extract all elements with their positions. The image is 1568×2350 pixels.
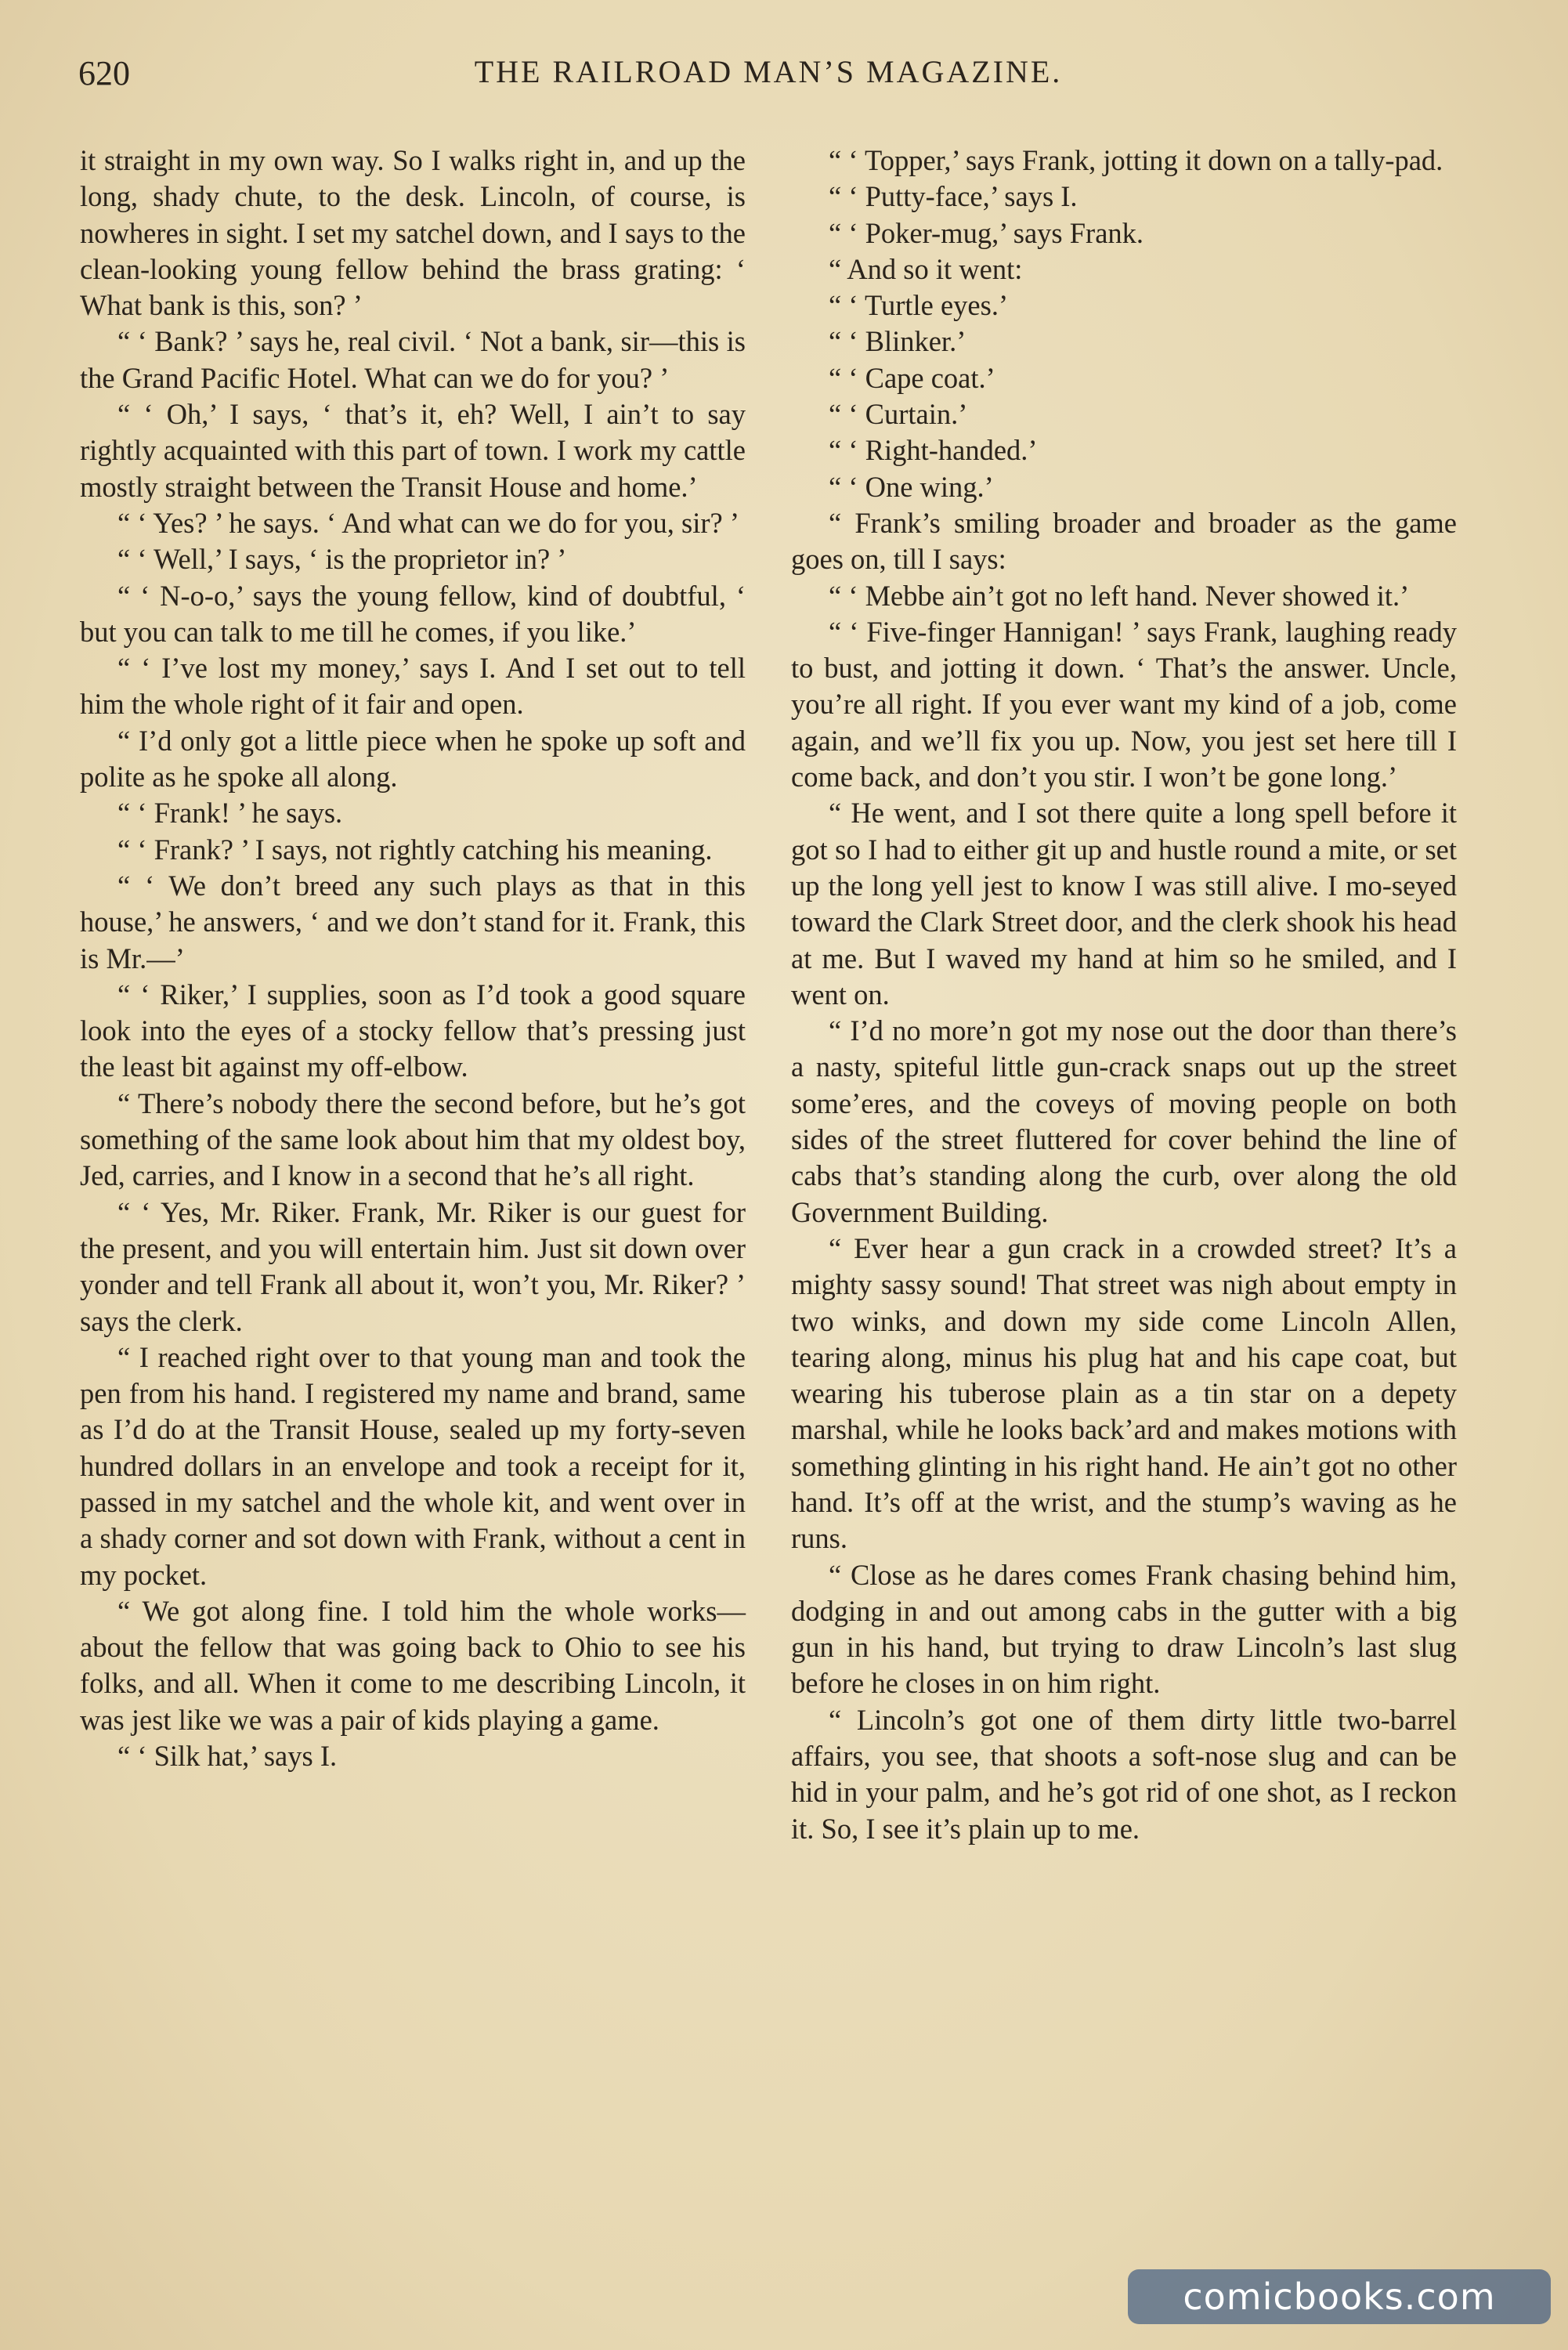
paragraph: it straight in my own way. So I walks right in, and up the long, shady chute, to the desk. Lincoln, of course, is nowheres in sight. I set my satchel down, and I says to the clean-looking young fellow behind the brass grating: ‘ What bank is this, son? ’: [80, 144, 746, 322]
paragraph: “ ‘ Yes, Mr. Riker. Frank, Mr. Riker is our guest for the present, and you will entertain him. Just sit down over yonder and tell Frank all about it, won’t you, Mr. Riker? ’ says the clerk.: [80, 1195, 746, 1337]
paragraph: “ ‘ Yes? ’ he says. ‘ And what can we do for you, sir? ’: [117, 506, 740, 539]
paragraph: “ ‘ Oh,’ I says, ‘ that’s it, eh? Well, I ain’t to say rightly acquainted with this part of town. I work my cattle mostly straight between the Transit House and home.’: [80, 398, 746, 503]
paragraph: “ ‘ One wing.’: [829, 470, 994, 503]
paragraph: “ Frank’s smiling broader and broader as the game goes on, till I says:: [791, 506, 1457, 576]
paragraph: “ ‘ Topper,’ says Frank, jotting it down on a tally-pad.: [829, 144, 1443, 176]
paragraph: “ ‘ Putty-face,’ says I.: [829, 180, 1078, 213]
paragraph: “ ‘ Blinker.’: [829, 325, 966, 358]
page-header: [78, 53, 1458, 108]
paragraph: “ ‘ Silk hat,’ says I.: [117, 1740, 338, 1773]
paragraph: “ ‘ Bank? ’ says he, real civil. ‘ Not a bank, sir—this is the Grand Pacific Hotel. What can we do for you? ’: [80, 325, 746, 394]
paragraph: “ I reached right over to that young man and took the pen from his hand. I registered my name and brand, same as I’d do at the Transit House, sealed up my forty-seven hundred dollars in an envelope and took a receipt for it, passed in my satchel and the whole kit, and went over in a shady corner and sot down with Frank, without a cent in my pocket.: [80, 1340, 746, 1591]
page-number: 620: [78, 54, 130, 92]
paragraph: “ ‘ Well,’ I says, ‘ is the proprietor in? ’: [117, 543, 567, 576]
paragraph: “ Close as he dares comes Frank chasing behind him, dodging in and out among cabs in the gutter with a big gun in his hand, but trying to draw Lincoln’s last slug before he closes in on him right.: [791, 1558, 1457, 1700]
left-column: [80, 143, 746, 1774]
paragraph: “ He went, and I sot there quite a long spell before it got so I had to either git up and hustle round a mite, or set up the long yell jest to know I was still alive. I mo-seyed toward the Clark Street door, and the clerk shook his head at me. But I waved my hand at him so he smiled, and I went on.: [791, 797, 1457, 1010]
paragraph: “ ‘ Five-finger Hannigan! ’ says Frank, laughing ready to bust, and jotting it down. ‘ That’s the answer. Uncle, you’re all right. If you ever want my kind of a job, come again, and we’ll fix you up. Now, you jest set here till I come back, and don’t you stir. I won’t be gone long.’: [791, 615, 1457, 794]
paragraph: “ Ever hear a gun crack in a crowded street? It’s a mighty sassy sound! That street was nigh about empty in two winks, and down my side come Lincoln Allen, tearing along, minus his plug hat and his cape coat, but wearing his tuberose plain as a tin star on a depety marshal, while he looks back’ard and makes motions with something glinting in his right hand. He ain’t got no other hand. It’s off at the wrist, and the stump’s waving as he runs.: [791, 1231, 1457, 1555]
site-watermark: comicbooks.com: [1128, 2269, 1551, 2324]
paragraph: “ Lincoln’s got one of them dirty little two-barrel affairs, you see, that shoots a soft-nose slug and can be hid in your palm, and he’s got rid of one shot, as I reckon it. So, I see it’s plain up to me.: [791, 1703, 1457, 1845]
paragraph: “ ‘ Riker,’ I supplies, soon as I’d took a good square look into the eyes of a stocky fellow that’s pressing just the least bit against my off-elbow.: [80, 978, 746, 1083]
paragraph: “ ‘ Frank! ’ he says.: [117, 797, 343, 830]
paragraph: “ ‘ Curtain.’: [829, 398, 968, 431]
paragraph: “ ‘ Mebbe ain’t got no left hand. Never showed it.’: [829, 579, 1410, 612]
paragraph: “ ‘ Poker-mug,’ says Frank.: [829, 216, 1144, 249]
paragraph: “ ‘ N-o-o,’ says the young fellow, kind of doubtful, ‘ but you can talk to me till he comes, if you like.’: [80, 579, 746, 648]
paragraph: “ ‘ Cape coat.’: [829, 361, 995, 394]
paragraph: “ We got along fine. I told him the whole works—about the fellow that was going back to Ohio to see his folks, and all. When it come to me describing Lincoln, it was jest like we was a pair of kids playing a game.: [80, 1594, 746, 1736]
paragraph: “ And so it went:: [829, 252, 1023, 285]
paragraph: “ I’d no more’n got my nose out the door than there’s a nasty, spiteful little gun-crack snaps out up the street some’eres, and the coveys of moving people on both sides of the street fluttered for cover behind the line of cabs that’s standing along the curb, over along the old Government Building.: [791, 1014, 1457, 1228]
paragraph: “ There’s nobody there the second before, but he’s got something of the same look about him that my oldest boy, Jed, carries, and I know in a second that he’s all right.: [80, 1086, 746, 1192]
paragraph: “ ‘ Frank? ’ I says, not rightly catching his meaning.: [117, 833, 713, 866]
paragraph: “ ‘ Turtle eyes.’: [829, 289, 1009, 322]
paragraph: “ ‘ Right-handed.’: [829, 434, 1038, 467]
right-column: [791, 143, 1457, 1847]
paragraph: “ ‘ We don’t breed any such plays as that in this house,’ he answers, ‘ and we don’t stand for it. Frank, this is Mr.—’: [80, 869, 746, 974]
running-head: THE RAILROAD MAN’S MAGAZINE.: [474, 54, 1063, 89]
paragraph: “ I’d only got a little piece when he spoke up soft and polite as he spoke all along.: [80, 724, 746, 794]
paragraph: “ ‘ I’ve lost my money,’ says I. And I set out to tell him the whole right of it fair and open.: [80, 652, 746, 721]
